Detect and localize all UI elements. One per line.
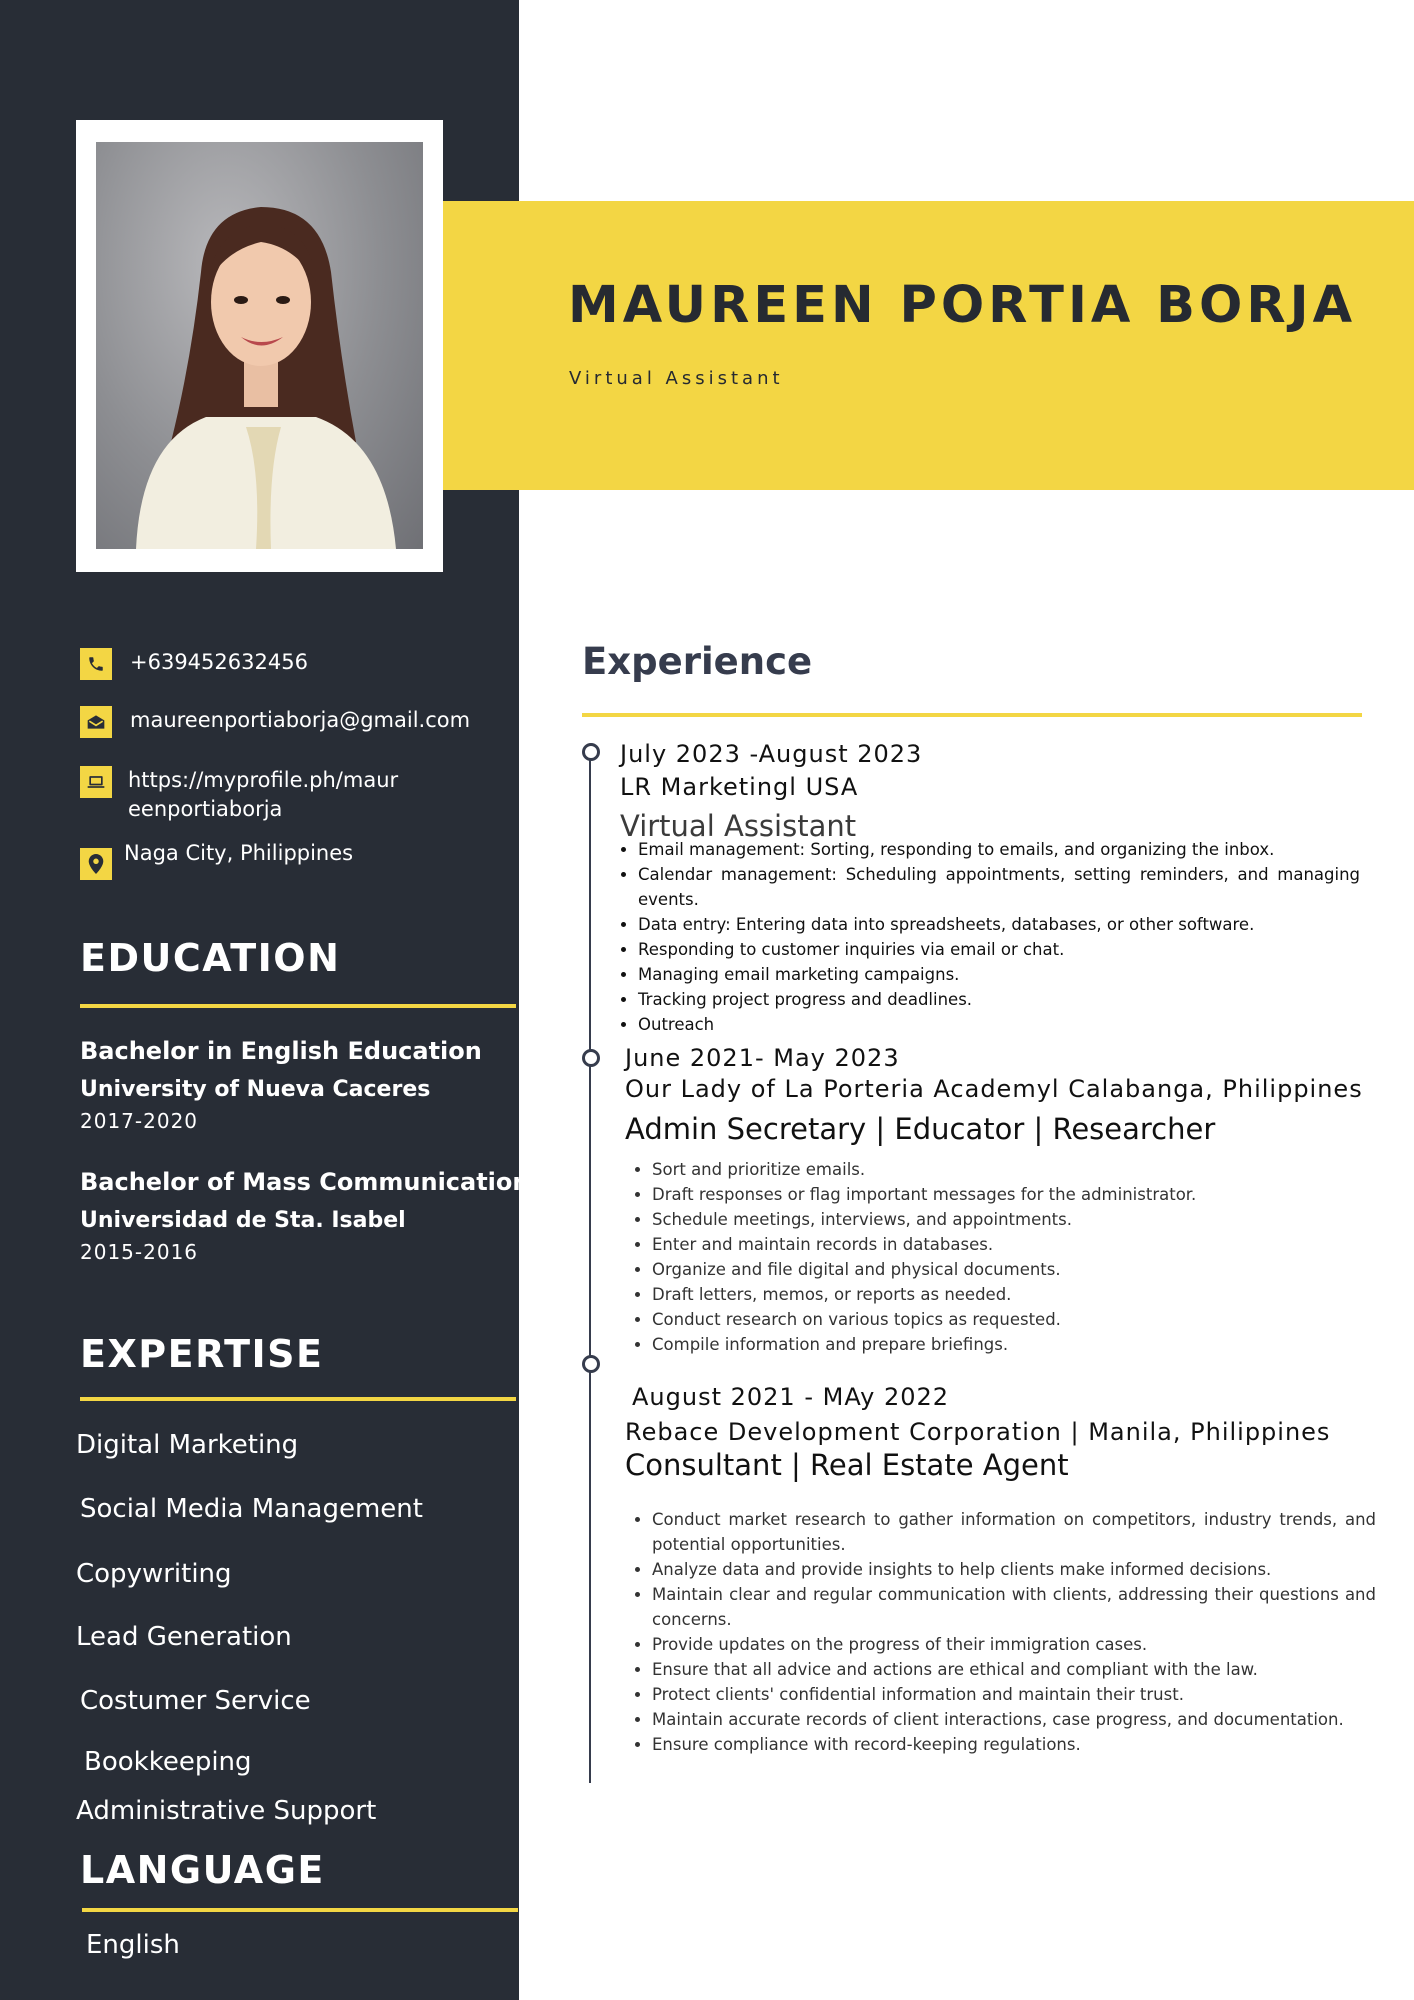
timeline-line: [589, 748, 591, 1783]
job-duty: • Ensure that all advice and actions are ethical and compliant with the law.: [652, 1657, 1376, 1682]
laptop-icon: [80, 766, 112, 798]
education-degree: Bachelor in English Education: [80, 1037, 482, 1065]
job-title: Consultant | Real Estate Agent: [625, 1448, 1069, 1482]
job-duty: • Data entry: Entering data into spreadsheets, databases, or other software.: [638, 912, 1360, 937]
education-school: University of Nueva Caceres: [80, 1077, 431, 1102]
timeline-dot: [582, 1355, 600, 1373]
job-duties: [618, 837, 1360, 1037]
header-band: [443, 201, 1414, 490]
candidate-name: MAUREEN PORTIA BORJA: [568, 276, 1357, 335]
job-duty: • Conduct research on various topics as requested.: [652, 1307, 1372, 1332]
expertise-divider: [80, 1397, 516, 1401]
education-heading: EDUCATION: [80, 936, 341, 980]
education-divider: [80, 1004, 516, 1008]
job-date: June 2021- May 2023: [625, 1044, 900, 1072]
website-url[interactable]: [128, 766, 398, 824]
location-text: Naga City, Philippines: [124, 841, 354, 865]
location-pin-icon: [80, 848, 112, 880]
candidate-role: Virtual Assistant: [569, 368, 784, 389]
experience-heading: Experience: [582, 640, 813, 683]
job-duty: • Draft responses or flag important messages for the administrator.: [652, 1182, 1372, 1207]
job-duty: • Analyze data and provide insights to help clients make informed decisions.: [652, 1557, 1376, 1582]
job-duty: • Outreach: [638, 1012, 1360, 1037]
expertise-heading: EXPERTISE: [80, 1332, 324, 1376]
email-address[interactable]: maureenportiaborja@gmail.com: [130, 708, 471, 732]
job-duty: • Responding to customer inquiries via email or chat.: [638, 937, 1360, 962]
experience-divider: [582, 713, 1362, 717]
expertise-item: Costumer Service: [80, 1686, 311, 1716]
expertise-item: Digital Marketing: [76, 1430, 299, 1460]
education-years: 2017-2020: [80, 1109, 199, 1133]
job-duty: • Organize and file digital and physical documents.: [652, 1257, 1372, 1282]
profile-photo-frame: [76, 120, 443, 572]
job-duties: [632, 1157, 1372, 1357]
job-duties: [632, 1507, 1376, 1757]
job-duty: • Maintain accurate records of client interactions, case progress, and documentation.: [652, 1707, 1376, 1732]
job-company: Rebace Development Corporation | Manila, Philippines: [625, 1418, 1331, 1446]
job-duty: • Maintain clear and regular communication with clients, addressing their questions and concerns.: [652, 1582, 1376, 1632]
job-title: Virtual Assistant: [620, 809, 857, 843]
language-item: English: [86, 1930, 180, 1960]
job-title: Admin Secretary | Educator | Researcher: [625, 1112, 1216, 1146]
job-duty: • Managing email marketing campaigns.: [638, 962, 1360, 987]
expertise-item: Social Media Management: [80, 1494, 423, 1524]
education-degree: Bachelor of Mass Communication: [80, 1168, 530, 1196]
job-duty: • Conduct market research to gather information on competitors, industry trends, and potential opportunities.: [652, 1507, 1376, 1557]
education-school: Universidad de Sta. Isabel: [80, 1208, 406, 1233]
job-duty: • Draft letters, memos, or reports as needed.: [652, 1282, 1372, 1307]
timeline-dot: [582, 1049, 600, 1067]
job-date: July 2023 -August 2023: [620, 740, 923, 768]
job-duty: • Email management: Sorting, responding to emails, and organizing the inbox.: [638, 837, 1360, 862]
website-url-line2: eenportiaborja: [128, 797, 283, 821]
job-duty: • Sort and prioritize emails.: [652, 1157, 1372, 1182]
job-duty: • Compile information and prepare briefings.: [652, 1332, 1372, 1357]
portrait-illustration: [96, 142, 423, 549]
job-duty: • Tracking project progress and deadlines.: [638, 987, 1360, 1012]
job-duty: • Schedule meetings, interviews, and appointments.: [652, 1207, 1372, 1232]
expertise-item: Administrative Support: [76, 1796, 377, 1826]
job-duty: • Provide updates on the progress of their immigration cases.: [652, 1632, 1376, 1657]
language-divider: [82, 1908, 518, 1912]
phone-icon: [80, 648, 112, 680]
language-heading: LANGUAGE: [80, 1848, 325, 1892]
sidebar: [0, 0, 530, 2000]
phone-number[interactable]: +639452632456: [130, 650, 308, 674]
timeline-dot: [582, 743, 600, 761]
job-duty: • Calendar management: Scheduling appointments, setting reminders, and managing events.: [638, 862, 1360, 912]
profile-photo: [96, 142, 423, 549]
email-icon: [80, 706, 112, 738]
job-date: August 2021 - MAy 2022: [632, 1383, 950, 1411]
expertise-item: Bookkeeping: [84, 1747, 252, 1777]
website-url-line1: https://myprofile.ph/maur: [128, 768, 399, 792]
job-company: Our Lady of La Porteria Academyl Calabanga, Philippines: [625, 1075, 1363, 1103]
job-duty: • Enter and maintain records in databases.: [652, 1232, 1372, 1257]
job-duty: • Ensure compliance with record-keeping regulations.: [652, 1732, 1376, 1757]
education-years: 2015-2016: [80, 1240, 199, 1264]
expertise-item: Lead Generation: [76, 1622, 292, 1652]
job-duty: • Protect clients' confidential information and maintain their trust.: [652, 1682, 1376, 1707]
job-company: LR Marketingl USA: [620, 773, 859, 801]
expertise-item: Copywriting: [76, 1559, 232, 1589]
